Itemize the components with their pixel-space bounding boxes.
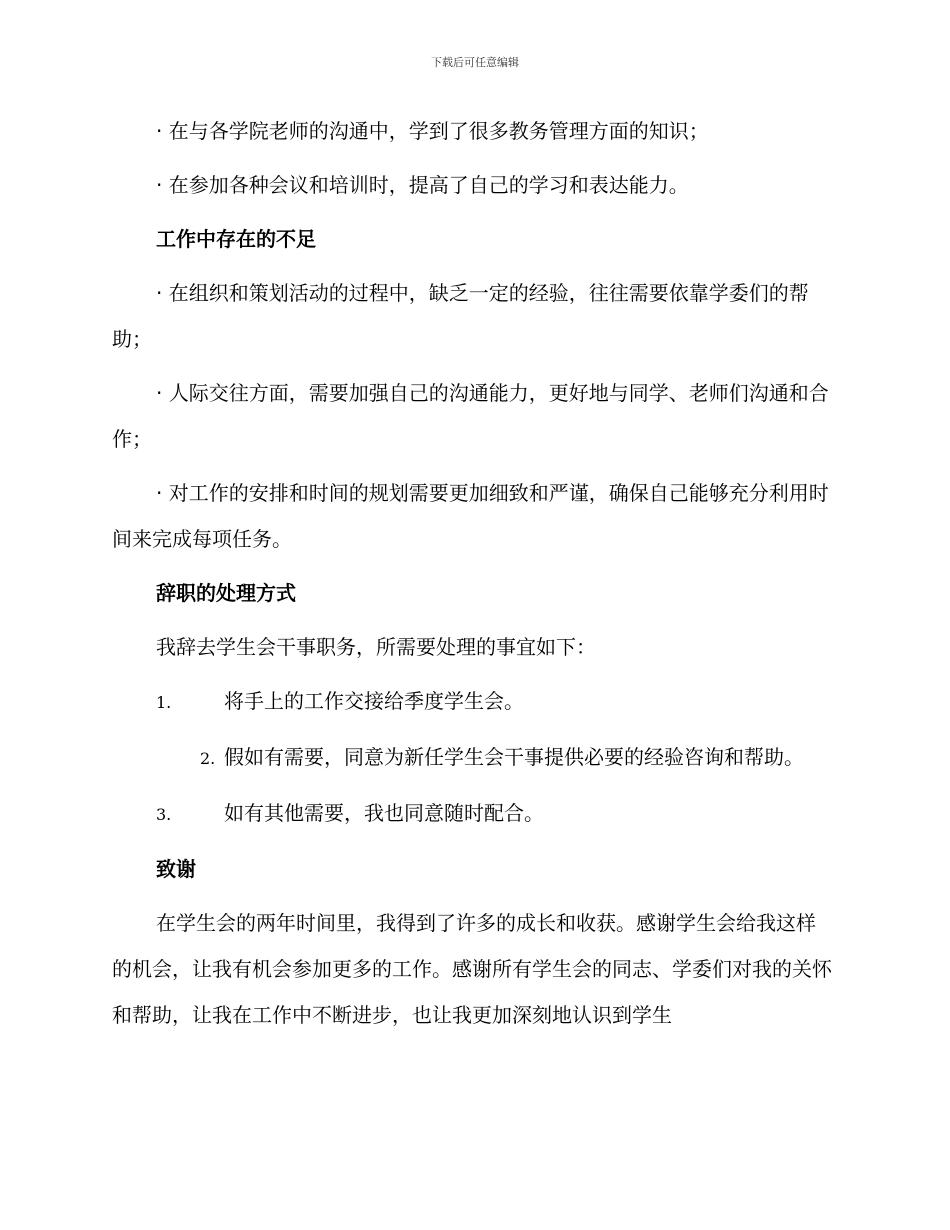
paragraph-shortcoming-1: · 在组织和策划活动的过程中，缺乏一定的经验，往往需要依靠学委们的帮助； xyxy=(112,281,809,351)
item-text: 将手上的工作交接给季度学生会。 xyxy=(224,689,524,713)
item-number: 1. xyxy=(156,693,172,712)
paragraph-shortcoming-3: · 对工作的安排和时间的规划需要更加细致和严谨，确保自己能够充分利用时间来完成每项任务。 xyxy=(112,481,829,551)
paragraph-shortcoming-2: · 人际交往方面，需要加强自己的沟通能力，更好地与同学、老师们沟通和合作； xyxy=(112,381,829,451)
paragraph-bullet-2: · 在参加各种会议和培训时，提高了自己的学习和表达能力。 xyxy=(156,173,689,197)
numbered-item-2 xyxy=(112,734,832,782)
item-number: 3. xyxy=(156,805,172,824)
item-number: 2. xyxy=(200,749,216,768)
paragraph-thanks: 在学生会的两年时间里，我得到了许多的成长和收获。感谢学生会给我这样的机会，让我有机会参加更多的工作。感谢所有学生会的同志、学委们对我的关怀和帮助，让我在工作中不断进步，也让我更加深刻地认识到学生 xyxy=(112,911,832,1027)
header-note: 下载后可任意编辑 xyxy=(431,56,519,69)
item-text: 假如有需要，同意为新任学生会干事提供必要的经验咨询和帮助。 xyxy=(224,745,804,769)
paragraph-resignation-intro: 我辞去学生会干事职务，所需要处理的事宜如下： xyxy=(156,635,596,659)
section-heading-thanks: 致谢 xyxy=(156,857,196,881)
document-body xyxy=(112,108,832,1046)
paragraph-bullet-1: · 在与各学院老师的沟通中，学到了很多教务管理方面的知识； xyxy=(156,119,709,143)
section-heading-shortcomings: 工作中存在的不足 xyxy=(156,227,316,251)
numbered-item-1 xyxy=(112,678,832,726)
item-text: 如有其他需要，我也同意随时配合。 xyxy=(224,801,544,825)
section-heading-resignation: 辞职的处理方式 xyxy=(156,581,296,605)
numbered-item-3 xyxy=(112,790,832,838)
